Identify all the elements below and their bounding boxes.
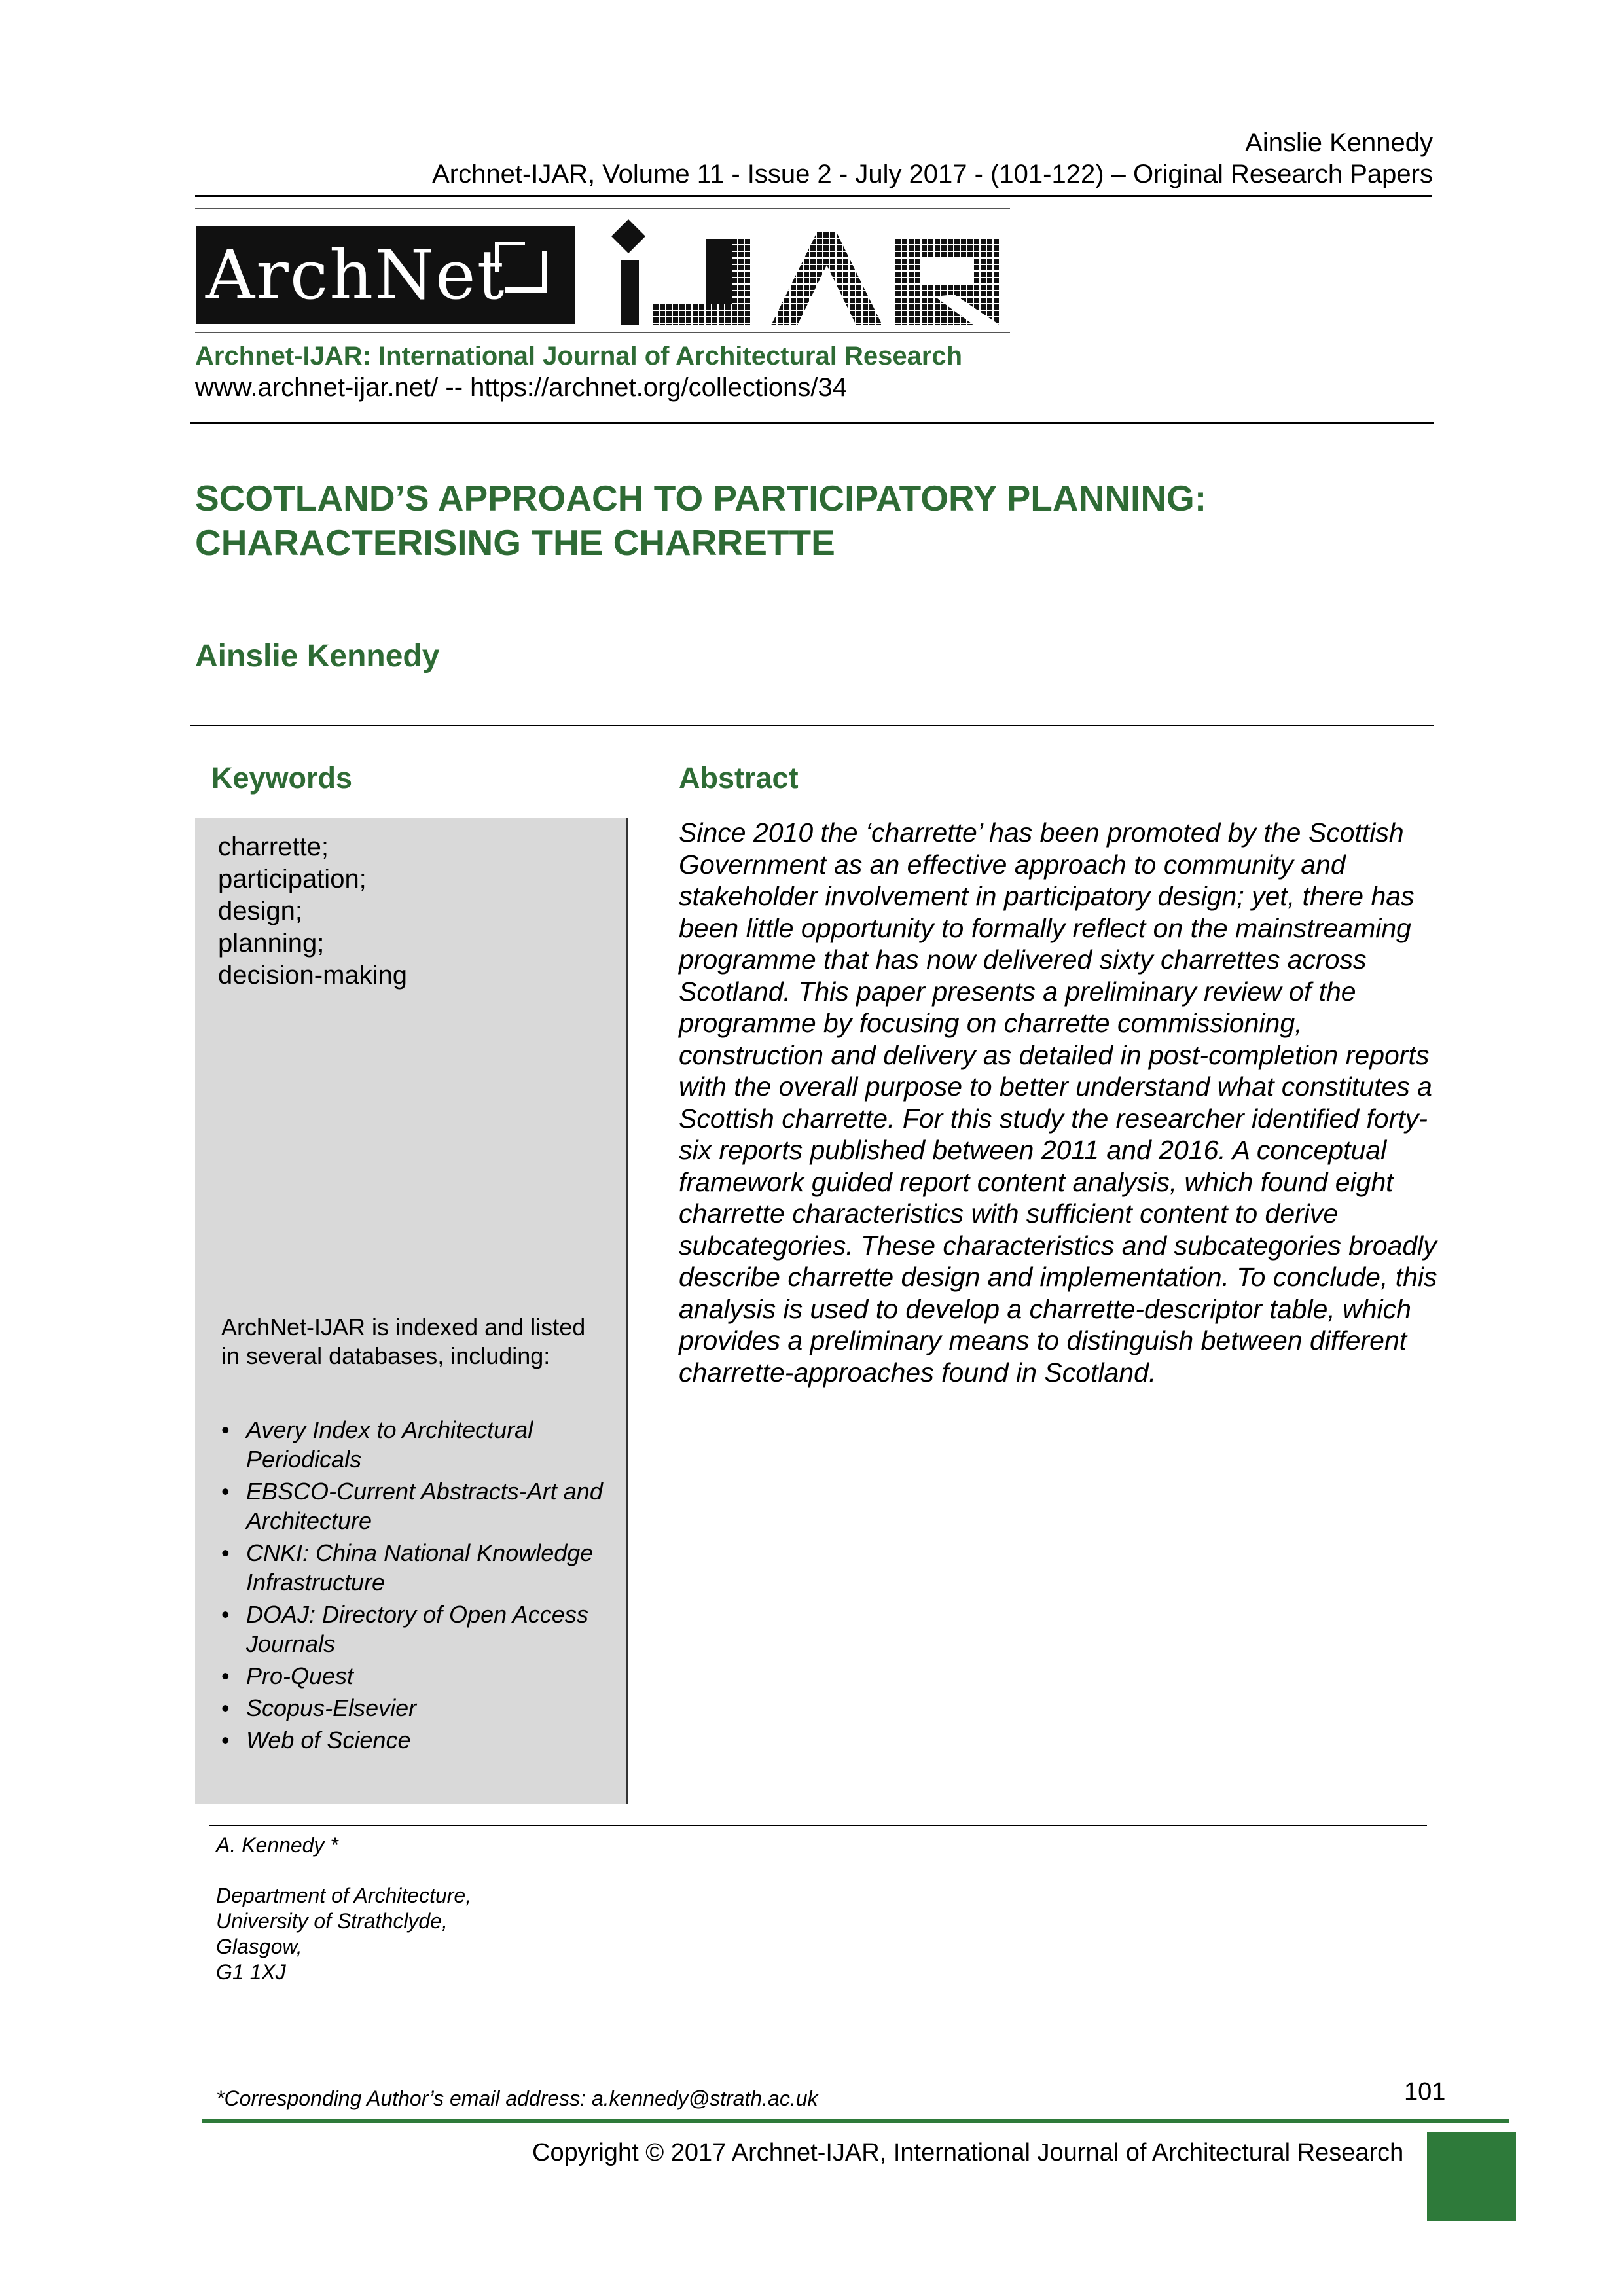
archnet-logo: [196, 226, 575, 324]
header-rule: [195, 195, 1432, 197]
keywords-list: [218, 831, 407, 992]
header-journal-issue: Archnet-IJAR, Volume 11 - Issue 2 - July 2017 - (101-122) – Original Research Papers: [432, 160, 1433, 188]
corresponding-email[interactable]: *Corresponding Author’s email address: a.kennedy@strath.ac.uk: [216, 2087, 818, 2110]
affiliation-line: Department of Architecture,: [216, 1884, 472, 1907]
database-item: • CNKI: China National Knowledge Infrastructure: [221, 1538, 614, 1597]
database-item: • Scopus-Elsevier: [221, 1693, 614, 1723]
paper-title: [195, 476, 1206, 565]
database-item: • Pro-Quest: [221, 1661, 614, 1691]
affiliation-line: Glasgow,: [216, 1935, 302, 1958]
affiliation: [216, 1833, 471, 1985]
abstract-heading: Abstract: [679, 761, 799, 795]
logo-bottom-rule: [195, 332, 1010, 333]
footer-rule: [202, 2119, 1509, 2123]
keyword-item: planning;: [218, 929, 325, 958]
keyword-item: charrette;: [218, 833, 329, 861]
ijar-logo: [607, 219, 1011, 331]
paper-title-line-2: CHARACTERISING THE CHARRETTE: [195, 522, 835, 563]
keyword-item: decision-making: [218, 961, 408, 990]
page-number: 101: [1404, 2078, 1446, 2106]
journal-urls[interactable]: www.archnet-ijar.net/ -- https://archnet.org/collections/34: [195, 373, 848, 402]
ijar-diamond: [611, 219, 645, 253]
logo-corner-mark-2: [505, 251, 547, 293]
keywords-heading: Keywords: [211, 761, 353, 795]
database-item: • Avery Index to Architectural Periodicals: [221, 1415, 614, 1474]
header-author: Ainslie Kennedy: [1245, 128, 1433, 157]
copyright: Copyright © 2017 Archnet-IJAR, International Journal of Architectural Research: [532, 2139, 1404, 2166]
database-item: • EBSCO-Current Abstracts-Art and Architecture: [221, 1477, 614, 1535]
archnet-logo-text: ArchNet: [206, 235, 506, 315]
paper-author: Ainslie Kennedy: [195, 639, 440, 673]
footer-green-square: [1427, 2132, 1516, 2221]
abstract-text: Since 2010 the ‘charrette’ has been promoted by the Scottish Government as an effective approach to community and stakeholder involvement in participatory design; yet, there has been little opportunity to formally reflect on the mainstreaming programme that has now delivered sixty charrettes across Scotland. This paper presents a preliminary review of the programme by focusing on charrette commissioning, construction and delivery as detailed in post-completion reports with the overall purpose to better understand what constitutes a Scottish charrette. For this study the researcher identified forty-six reports published between 2011 and 2016. A conceptual framework guided report content analysis, which found eight charrette characteristics with sufficient content to derive subcategories. These characteristics and subcategories broadly describe charrette design and implementation. To conclude, this analysis is used to develop a charrette-descriptor table, which provides a preliminary means to distinguish between different charrette-approaches found in Scotland.: [679, 817, 1437, 1388]
keyword-item: design;: [218, 897, 302, 925]
affiliation-line: G1 1XJ: [216, 1960, 286, 1984]
journal-rule: [190, 422, 1434, 424]
indexing-databases: [221, 1415, 614, 1757]
indexing-intro: ArchNet-IJAR is indexed and listed in several databases, including:: [221, 1314, 586, 1369]
paper-title-line-1: SCOTLAND’S APPROACH TO PARTICIPATORY PLANNING:: [195, 478, 1207, 518]
database-item: • DOAJ: Directory of Open Access Journals: [221, 1600, 614, 1659]
database-item: • Web of Science: [221, 1725, 614, 1755]
keywords-box: [195, 818, 628, 1804]
affiliation-line: University of Strathclyde,: [216, 1909, 448, 1933]
journal-logo: [196, 219, 1011, 331]
logo-top-rule: [195, 208, 1010, 209]
affiliation-name: A. Kennedy *: [216, 1833, 338, 1857]
ijar-logo-text: IJAR: [607, 219, 609, 220]
keyword-item: participation;: [218, 865, 367, 893]
author-rule: [190, 725, 1434, 726]
affiliation-rule: [209, 1825, 1427, 1826]
journal-name: Archnet-IJAR: International Journal of Architectural Research: [195, 342, 963, 370]
